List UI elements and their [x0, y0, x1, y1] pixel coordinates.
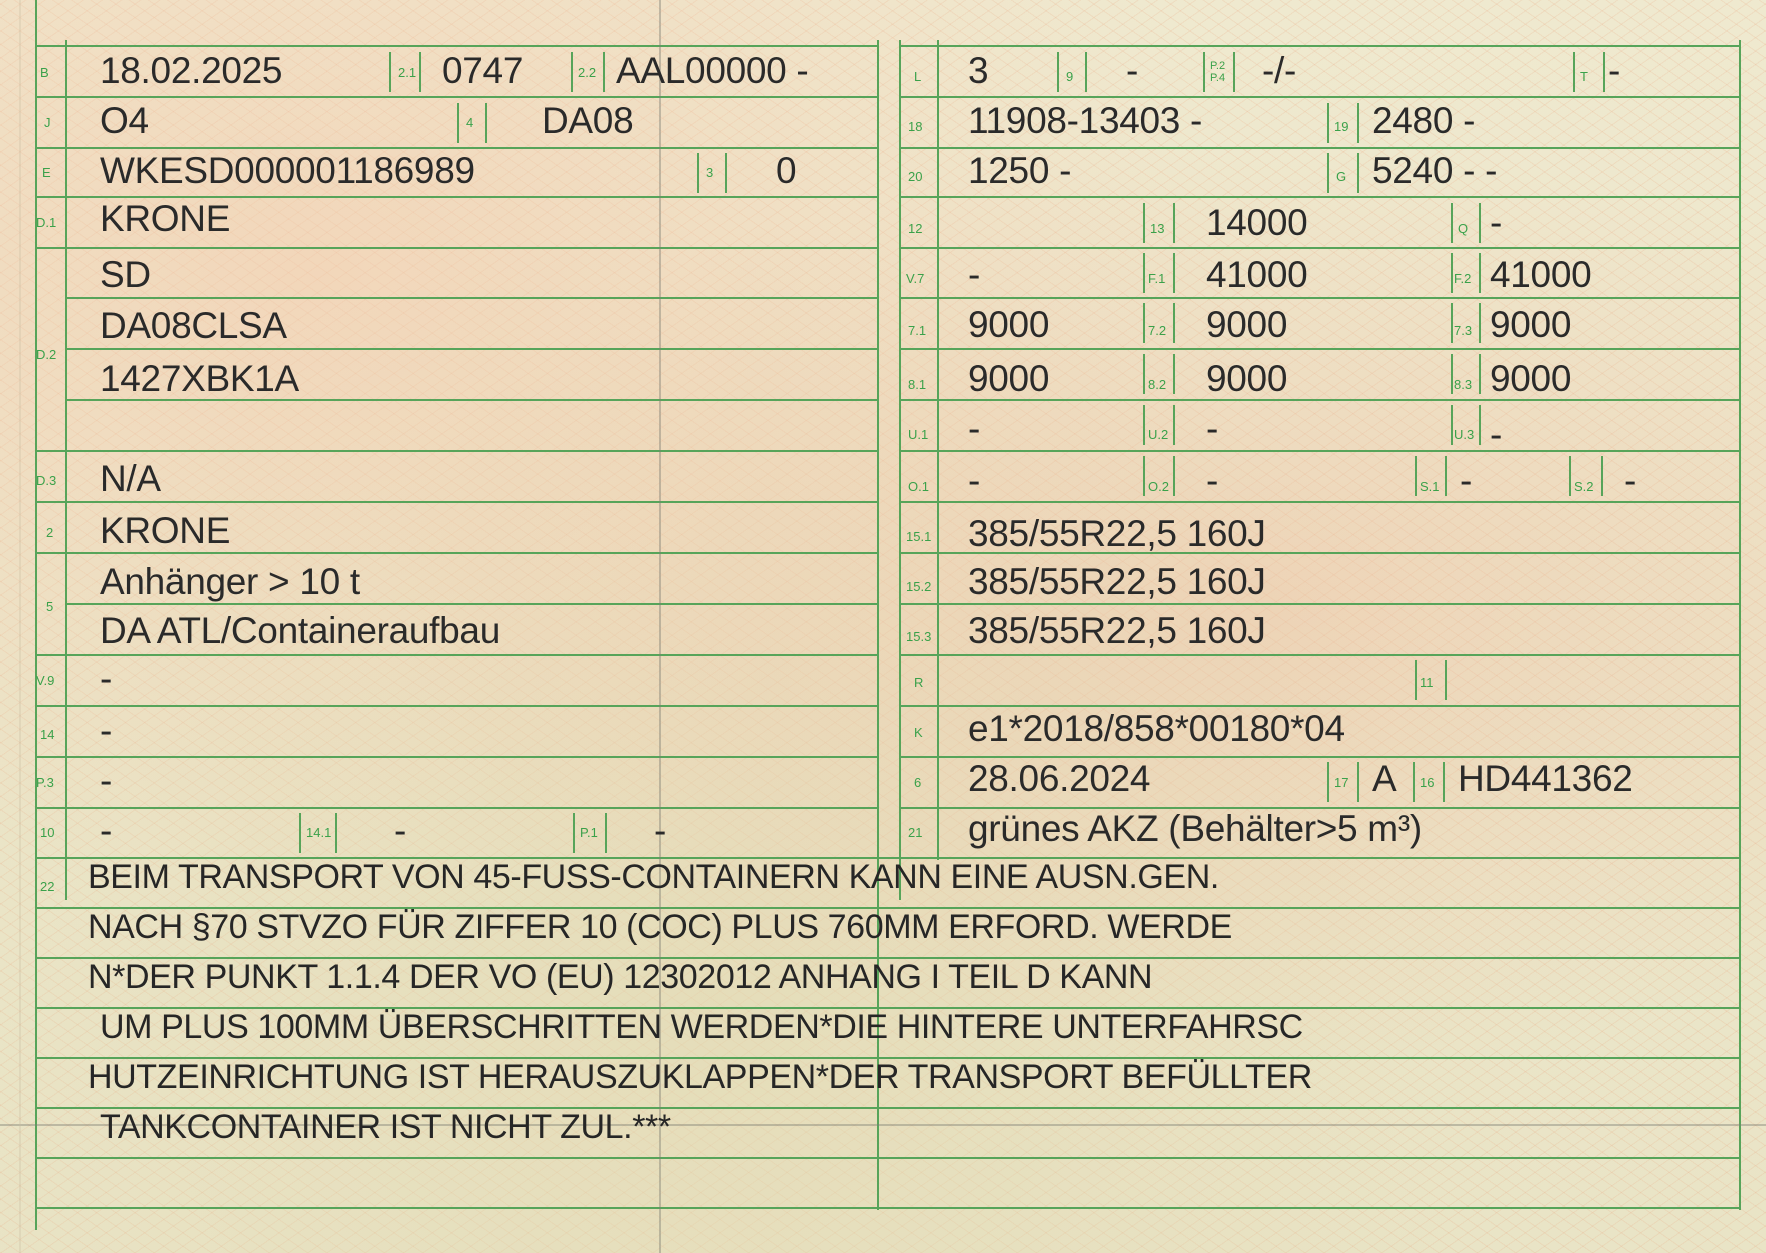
remark-line: N*DER PUNKT 1.1.4 DER VO (EU) 12302012 ANHANG I TEIL D KANN [88, 958, 1153, 996]
field-label-p-3: P.3 [36, 775, 54, 790]
field-value-5a: Anhänger > 10 t [100, 561, 360, 602]
field-label-12: 12 [908, 221, 923, 236]
field-value-e: WKESD000001186989 [100, 150, 475, 191]
field-value-d-3: N/A [100, 458, 161, 499]
field-label-u-2: U.2 [1148, 427, 1169, 442]
field-label-3: 3 [706, 165, 714, 180]
field-label-7-2: 7.2 [1148, 323, 1167, 338]
field-value-q: - [1490, 202, 1503, 243]
field-value-10: - [100, 810, 113, 851]
field-label-v-7: V.7 [906, 271, 925, 286]
field-label-19: 19 [1334, 119, 1349, 134]
remark-line: NACH §70 STVZO FÜR ZIFFER 10 (COC) PLUS 760MM ERFORD. WERDE [88, 908, 1232, 946]
field-label-s-2: S.2 [1574, 479, 1594, 494]
remark-line: TANKCONTAINER IST NICHT ZUL.*** [100, 1108, 671, 1146]
field-label-r: R [914, 675, 924, 690]
remark-line: HUTZEINRICHTUNG IST HERAUSZUKLAPPEN*DER TRANSPORT BEFÜLLTER [88, 1058, 1312, 1096]
field-value-7-2: 9000 [1206, 304, 1288, 345]
field-label-7-1: 7.1 [908, 323, 927, 338]
field-value-p-1: - [654, 810, 667, 851]
field-value-b: 18.02.2025 [100, 50, 283, 91]
field-label-o-2: O.2 [1148, 479, 1169, 494]
field-value-18: 11908-13403 - [968, 100, 1203, 141]
field-value-21: grünes AKZ (Behälter>5 m³) [968, 808, 1422, 849]
field-label-22: 22 [40, 879, 55, 894]
field-label-q: Q [1458, 221, 1469, 236]
field-label-k: K [914, 725, 923, 740]
field-value-6: 28.06.2024 [968, 758, 1151, 799]
field-label-7-3: 7.3 [1454, 323, 1473, 338]
field-value-8-2: 9000 [1206, 358, 1288, 399]
field-label-15-2: 15.2 [906, 579, 932, 594]
field-value-9: - [1126, 50, 1139, 91]
field-value-d-1: KRONE [100, 198, 231, 239]
field-label-4: 4 [466, 115, 474, 130]
field-value-15-2: 385/55R22,5 160J [968, 561, 1266, 602]
field-label-10: 10 [40, 825, 55, 840]
field-value-s-2: - [1624, 460, 1637, 501]
field-label-8-3: 8.3 [1454, 377, 1473, 392]
field-label-17: 17 [1334, 775, 1349, 790]
field-label-21: 21 [908, 825, 923, 840]
field-label-13: 13 [1150, 221, 1165, 236]
field-value-o-1: - [968, 460, 981, 501]
field-value-t: - [1608, 50, 1621, 91]
field-value-u-1: - [968, 408, 981, 449]
field-label-2-2: 2.2 [578, 65, 597, 80]
field-label-18: 18 [908, 119, 923, 134]
field-label-14-1: 14.1 [306, 825, 332, 840]
field-label-p-2p-4: P.2 P.4 [1210, 60, 1226, 84]
field-value-15-3: 385/55R22,5 160J [968, 610, 1266, 651]
field-value-p-3: - [100, 760, 113, 801]
field-value-u-2: - [1206, 408, 1219, 449]
field-value-15-1: 385/55R22,5 160J [968, 513, 1266, 554]
field-label-20: 20 [908, 169, 923, 184]
field-value-2-2: AAL00000 - [616, 50, 809, 91]
field-value-s-1: - [1460, 460, 1473, 501]
field-value-4: DA08 [542, 100, 634, 141]
field-value-17: A [1372, 758, 1397, 799]
field-label-15-3: 15.3 [906, 629, 932, 644]
field-label-8-2: 8.2 [1148, 377, 1167, 392]
field-label-e: E [42, 165, 51, 180]
field-value-l: 3 [968, 50, 989, 91]
field-value-p-2p-4: -/- [1262, 50, 1297, 91]
field-value-d-2b: DA08CLSA [100, 305, 287, 346]
field-label-8-1: 8.1 [908, 377, 927, 392]
field-label-14: 14 [40, 727, 55, 742]
field-label-u-3: U.3 [1454, 427, 1475, 442]
field-label-t: T [1580, 69, 1588, 84]
field-label-g: G [1336, 169, 1347, 184]
field-label-o-1: O.1 [908, 479, 929, 494]
field-label-6: 6 [914, 775, 922, 790]
field-label-15-1: 15.1 [906, 529, 932, 544]
field-value-v-9: - [100, 658, 113, 699]
field-label-u-1: U.1 [908, 427, 929, 442]
field-label-d-1: D.1 [36, 215, 57, 230]
field-value-14: - [100, 710, 113, 751]
field-value-f-1: 41000 [1206, 254, 1308, 295]
field-value-16: HD441362 [1458, 758, 1633, 799]
field-value-7-3: 9000 [1490, 304, 1572, 345]
field-value-20: 1250 - [968, 150, 1072, 191]
field-label-5a: 5 [46, 599, 54, 614]
field-label-f-2: F.2 [1454, 271, 1472, 286]
field-label-d-3: D.3 [36, 473, 57, 488]
field-value-7-1: 9000 [968, 304, 1050, 345]
field-label-b: B [40, 65, 49, 80]
field-value-14-1: - [394, 810, 407, 851]
field-value-5b: DA ATL/Containeraufbau [100, 610, 500, 651]
field-label-2: 2 [46, 525, 54, 540]
field-value-2: KRONE [100, 510, 231, 551]
field-label-s-1: S.1 [1420, 479, 1440, 494]
field-value-2-1: 0747 [442, 50, 524, 91]
field-value-3: 0 [776, 150, 797, 191]
field-value-k: e1*2018/858*00180*04 [968, 708, 1345, 749]
field-value-d-2c: 1427XBK1A [100, 358, 299, 399]
field-label-f-1: F.1 [1148, 271, 1166, 286]
field-value-u-3: - [1490, 414, 1503, 455]
field-value-d-2a: SD [100, 254, 151, 295]
field-label-d-2b: D.2 [36, 347, 57, 362]
remark-line: UM PLUS 100MM ÜBERSCHRITTEN WERDEN*DIE HINTERE UNTERFAHRSC [100, 1008, 1303, 1046]
field-label-l: L [914, 69, 922, 84]
field-value-8-3: 9000 [1490, 358, 1572, 399]
field-label-p-1: P.1 [580, 825, 598, 840]
field-label-2-1: 2.1 [398, 65, 417, 80]
field-value-19: 2480 - [1372, 100, 1476, 141]
field-value-o-2: - [1206, 460, 1219, 501]
field-value-v-7: - [968, 254, 981, 295]
field-label-11: 11 [1420, 675, 1434, 690]
field-value-f-2: 41000 [1490, 254, 1592, 295]
field-label-j: J [44, 115, 51, 130]
field-value-g: 5240 - - [1372, 150, 1498, 191]
field-label-16: 16 [1420, 775, 1435, 790]
field-label-v-9: V.9 [36, 673, 55, 688]
field-label-9: 9 [1066, 69, 1074, 84]
field-value-8-1: 9000 [968, 358, 1050, 399]
field-value-13: 14000 [1206, 202, 1308, 243]
remark-line: BEIM TRANSPORT VON 45-FUSS-CONTAINERN KANN EINE AUSN.GEN. [88, 858, 1219, 896]
field-value-j: O4 [100, 100, 149, 141]
